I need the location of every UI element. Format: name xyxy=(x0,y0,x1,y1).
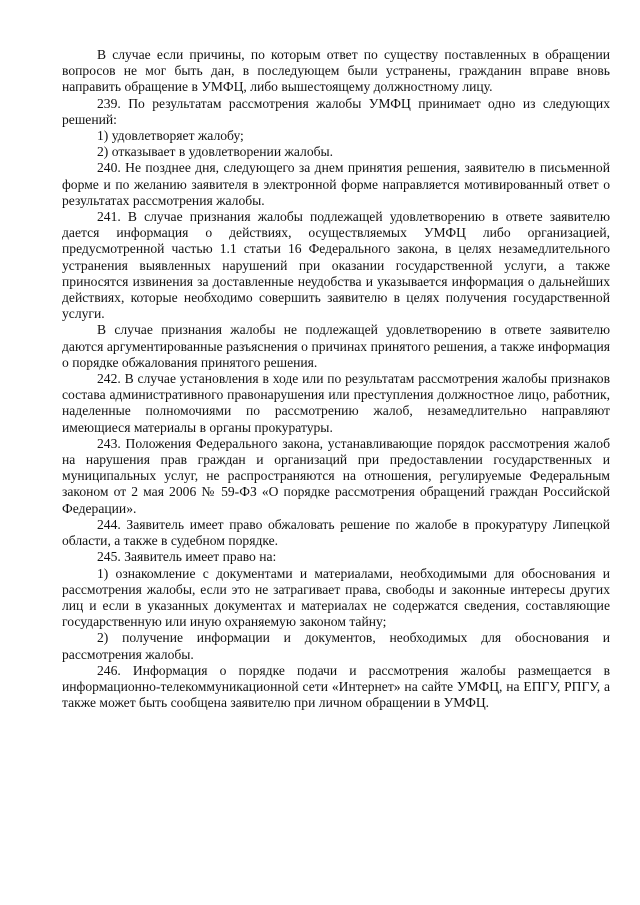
paragraph-246: 246. Информация о порядке подачи и рассмотрения жалобы размещается в информационно-телекоммуникационной сети «Интернет» на сайте УМФЦ, на ЕПГУ, РПГУ, а также может быть сообщена заявителю при личном обращении в УМФЦ. xyxy=(62,662,610,711)
paragraph-244: 244. Заявитель имеет право обжаловать решение по жалобе в прокуратуру Липецкой области, а также в судебном порядке. xyxy=(62,516,610,549)
paragraph-repeat-appeal: В случае если причины, по которым ответ по существу поставленных в обращении вопросов не мог быть дан, в последующем были устранены, гражданин вправе вновь направить обращение в УМФЦ, либо вышестоящему должностному лицу. xyxy=(62,47,610,95)
paragraph-239-item-1: 1) удовлетворяет жалобу; xyxy=(97,128,244,144)
paragraph-239-item-2: 2) отказывает в удовлетворении жалобы. xyxy=(97,144,334,160)
paragraph-239: 239. По результатам рассмотрения жалобы УМФЦ принимает одно из следующих решений: xyxy=(62,95,610,127)
paragraph-245: 245. Заявитель имеет право на: xyxy=(97,549,277,565)
paragraph-245-item-1: 1) ознакомление с документами и материалами, необходимыми для обоснования и рассмотрения жалобы, если это не затрагивает права, свободы и законные интересы других лиц и если в указанных документах и материалах не содержатся сведения, составляющие государственную или иную охраняемую законом тайну; xyxy=(62,565,610,630)
paragraph-245-item-2: 2) получение информации и документов, необходимых для обоснования и рассмотрения жалобы. xyxy=(62,630,610,662)
paragraph-242: 242. В случае установления в ходе или по результатам рассмотрения жалобы признаков состава административного правонарушения или преступления должностное лицо, работник, наделенные полномочиями по рассмотрению жалоб, незамедлительно направляют имеющиеся материалы в органы прокуратуры. xyxy=(62,371,610,435)
paragraph-241-rejection: В случае признания жалобы не подлежащей удовлетворению в ответе заявителю даются аргументированные разъяснения о причинах принятого решения, а также информация о порядке обжалования принятого решения. xyxy=(62,322,610,370)
paragraph-243: 243. Положения Федерального закона, устанавливающие порядок рассмотрения жалоб на нарушения прав граждан и организаций при предоставлении государственных и муниципальных услуг, не распространяются на отношения, регулируемые Федеральным законом от 2 мая 2006 № 59-ФЗ «О порядке рассмотрения обращений граждан Российской Федерации». xyxy=(62,435,610,516)
paragraph-241: 241. В случае признания жалобы подлежащей удовлетворению в ответе заявителю дается информация о действиях, осуществляемых УМФЦ либо организацией, предусмотренной частью 1.1 статьи 16 Федерального закона, в целях незамедлительного устранения выявленных нарушений при оказании государственной услуги, а также приносятся извинения за доставленные неудобства и указывается информация о дальнейших действиях, которые необходимо совершить заявителю в целях получения государственной услуги. xyxy=(62,209,610,322)
paragraph-240: 240. Не позднее дня, следующего за днем принятия решения, заявителю в письменной форме и по желанию заявителя в электронной форме направляется мотивированный ответ о результатах рассмотрения жалобы. xyxy=(62,160,610,208)
document-body xyxy=(62,47,610,711)
